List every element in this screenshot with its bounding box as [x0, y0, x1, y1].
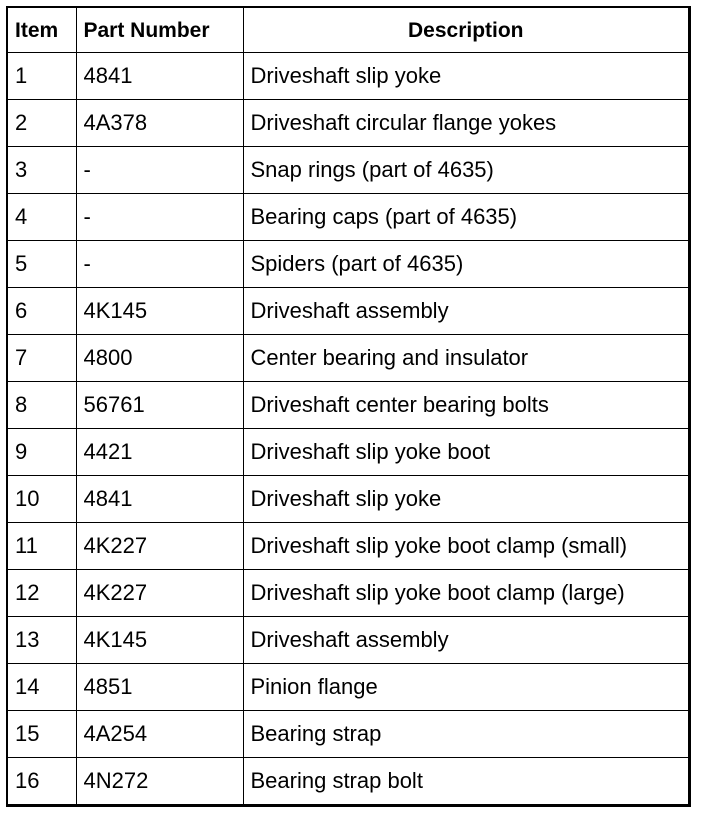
table-header-row — [8, 8, 688, 53]
table-row — [8, 241, 688, 288]
cell-item: 13 — [8, 617, 76, 664]
cell-part-number: 4841 — [76, 476, 243, 523]
cell-item: 7 — [8, 335, 76, 382]
cell-item: 15 — [8, 711, 76, 758]
cell-description: Driveshaft slip yoke — [243, 53, 688, 100]
cell-part-number: 4851 — [76, 664, 243, 711]
table-row — [8, 429, 688, 476]
cell-item: 14 — [8, 664, 76, 711]
table-row — [8, 476, 688, 523]
cell-part-number: 4N272 — [76, 758, 243, 805]
parts-table — [8, 8, 688, 804]
cell-description: Bearing caps (part of 4635) — [243, 194, 688, 241]
header-part-number: Part Number — [76, 8, 243, 53]
cell-part-number: 4K145 — [76, 288, 243, 335]
header-description: Description — [243, 8, 688, 53]
table-row — [8, 382, 688, 429]
cell-part-number: 4A254 — [76, 711, 243, 758]
header-item: Item — [8, 8, 76, 53]
table-row — [8, 194, 688, 241]
table-row — [8, 53, 688, 100]
table-row — [8, 335, 688, 382]
cell-item: 4 — [8, 194, 76, 241]
cell-description: Spiders (part of 4635) — [243, 241, 688, 288]
cell-description: Driveshaft assembly — [243, 288, 688, 335]
cell-item: 2 — [8, 100, 76, 147]
cell-description: Bearing strap bolt — [243, 758, 688, 805]
cell-description: Driveshaft circular flange yokes — [243, 100, 688, 147]
cell-item: 11 — [8, 523, 76, 570]
cell-part-number: - — [76, 241, 243, 288]
cell-item: 16 — [8, 758, 76, 805]
cell-item: 5 — [8, 241, 76, 288]
cell-item: 10 — [8, 476, 76, 523]
cell-part-number: 4800 — [76, 335, 243, 382]
cell-item: 1 — [8, 53, 76, 100]
cell-part-number: 4K227 — [76, 523, 243, 570]
cell-description: Driveshaft slip yoke — [243, 476, 688, 523]
cell-description: Pinion flange — [243, 664, 688, 711]
cell-part-number: - — [76, 147, 243, 194]
cell-description: Driveshaft center bearing bolts — [243, 382, 688, 429]
table-row — [8, 570, 688, 617]
cell-part-number: 4K227 — [76, 570, 243, 617]
table-row — [8, 100, 688, 147]
table-row — [8, 758, 688, 805]
cell-item: 8 — [8, 382, 76, 429]
table-body — [8, 53, 688, 805]
cell-item: 12 — [8, 570, 76, 617]
cell-part-number: 4A378 — [76, 100, 243, 147]
cell-part-number: 4841 — [76, 53, 243, 100]
table-row — [8, 288, 688, 335]
cell-description: Bearing strap — [243, 711, 688, 758]
table-row — [8, 711, 688, 758]
table-row — [8, 147, 688, 194]
cell-item: 9 — [8, 429, 76, 476]
table-row — [8, 523, 688, 570]
table-row — [8, 617, 688, 664]
cell-part-number: 4421 — [76, 429, 243, 476]
cell-description: Driveshaft assembly — [243, 617, 688, 664]
cell-description: Driveshaft slip yoke boot clamp (small) — [243, 523, 688, 570]
table-row — [8, 664, 688, 711]
cell-description: Driveshaft slip yoke boot clamp (large) — [243, 570, 688, 617]
cell-part-number: - — [76, 194, 243, 241]
cell-item: 3 — [8, 147, 76, 194]
cell-description: Snap rings (part of 4635) — [243, 147, 688, 194]
cell-description: Center bearing and insulator — [243, 335, 688, 382]
cell-part-number: 56761 — [76, 382, 243, 429]
cell-item: 6 — [8, 288, 76, 335]
cell-part-number: 4K145 — [76, 617, 243, 664]
parts-table-frame — [6, 6, 691, 807]
cell-description: Driveshaft slip yoke boot — [243, 429, 688, 476]
